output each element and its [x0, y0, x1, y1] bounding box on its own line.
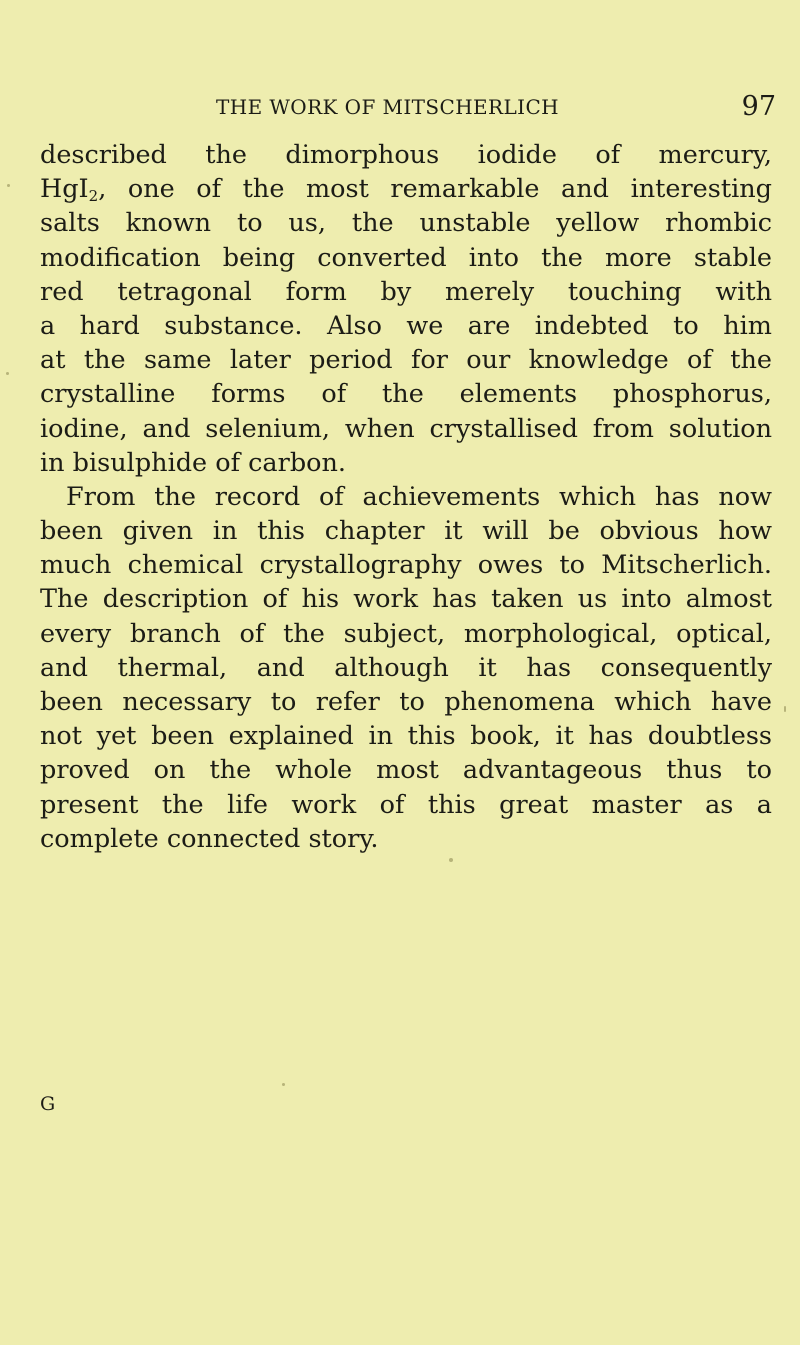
- formula-subscript: 2: [88, 187, 99, 206]
- text-line: described the dimorphous iodide of mercury,: [40, 140, 772, 170]
- text-line: proved on the whole most advantageous thus to: [40, 755, 772, 786]
- text-line: complete connected story.: [40, 823, 379, 854]
- text-line: been given in this chapter it will be obvious how: [40, 516, 772, 547]
- text-line: and thermal, and although it has consequently: [40, 652, 772, 683]
- paragraph-start-line: From the record of achievements which has now: [66, 481, 772, 512]
- running-title: THE WORK OF MITSCHERLICH: [216, 95, 560, 119]
- text-line-continuation: , one of the most remarkable and interesting: [98, 174, 772, 205]
- text-line: much chemical crystallography owes to Mitscherlich.: [40, 550, 772, 581]
- paper-speck: [6, 372, 9, 375]
- signature-mark: G: [40, 1093, 56, 1115]
- text-line: crystalline forms of the elements phosphorus,: [40, 379, 772, 410]
- text-line: present the life work of this great master as a: [40, 789, 772, 820]
- text-line: The description of his work has taken us into almost: [40, 584, 772, 615]
- text-line: been necessary to refer to phenomena which have: [40, 687, 772, 717]
- text-line: not yet been explained in this book, it has doubtless: [40, 721, 772, 752]
- running-head: [40, 91, 780, 127]
- page-number: 97: [741, 91, 776, 122]
- text-line: red tetragonal form by merely touching with: [40, 276, 772, 307]
- paper-speck: [282, 1083, 285, 1086]
- text-line: at the same later period for our knowledge of the: [40, 345, 772, 376]
- paper-speck: [7, 184, 10, 187]
- text-line: every branch of the subject, morphological, optical,: [40, 618, 772, 649]
- text-line: salts known to us, the unstable yellow rhombic: [40, 208, 772, 239]
- body-text: [40, 138, 772, 856]
- text-line: a hard substance. Also we are indebted to him: [40, 310, 772, 341]
- formula-symbol: HgI: [40, 174, 89, 205]
- text-line: modification being converted into the more stable: [40, 242, 772, 273]
- text-line: iodine, and selenium, when crystallised from solution: [40, 413, 772, 444]
- text-line: in bisulphide of carbon.: [40, 447, 347, 478]
- paper-speck: [449, 858, 453, 862]
- paper-speck: [784, 706, 786, 712]
- text-line-formula: [40, 172, 772, 206]
